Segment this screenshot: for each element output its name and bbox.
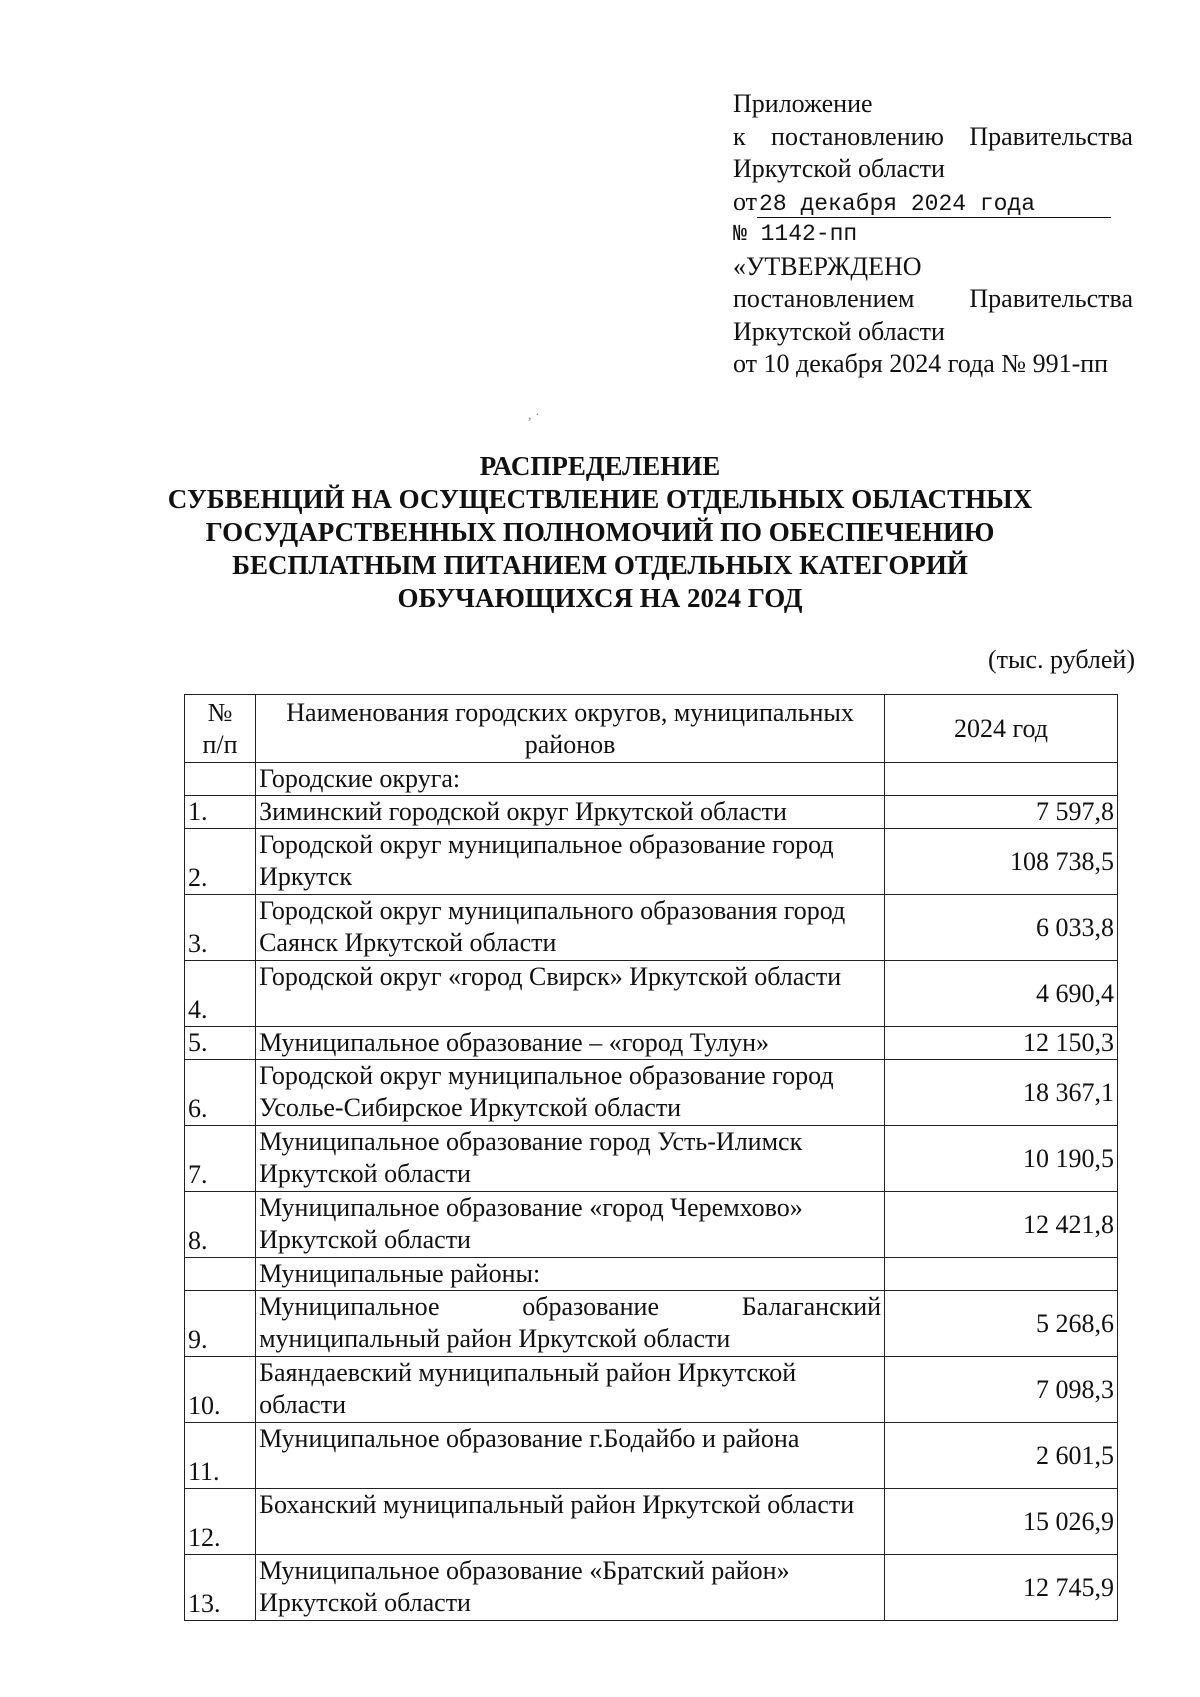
row-number: 12. [185, 1489, 256, 1555]
title-line: ОБУЧАЮЩИХСЯ НА 2024 ГОД [397, 583, 803, 613]
table-row [185, 1291, 1118, 1357]
attachment-header [733, 88, 1133, 381]
section-row [185, 763, 1118, 796]
row-name: Муниципальное образование «город Черемхово» Иркутской области [256, 1192, 885, 1258]
table-cell [885, 763, 1118, 796]
row-name-word: Балаганский [741, 1292, 882, 1321]
row-number: 11. [185, 1423, 256, 1489]
row-name-line [259, 1291, 881, 1323]
approved-by-word: Правительства [969, 284, 1133, 313]
table-row [185, 1555, 1118, 1621]
row-name: Муниципальное образование город Усть-Илимск Иркутской области [256, 1126, 885, 1192]
table-cell [185, 763, 256, 796]
title-line: СУБВЕНЦИЙ НА ОСУЩЕСТВЛЕНИЕ ОТДЕЛЬНЫХ ОБЛАСТНЫХ [167, 484, 1033, 514]
table-cell [185, 1258, 256, 1291]
date-prefix: от [733, 186, 758, 216]
table-row [185, 895, 1118, 961]
table-row [185, 1060, 1118, 1126]
resolution-date-value: 28 декабря 2024 года [757, 191, 1111, 218]
row-name: Муниципальное образование – «город Тулун» [256, 1027, 885, 1060]
resolution-date-line [733, 186, 1133, 219]
table-row [185, 829, 1118, 895]
title-line: РАСПРЕДЕЛЕНИЕ [479, 451, 721, 481]
to-resolution-line [733, 121, 1133, 154]
table-header-row [185, 695, 1118, 763]
table-cell [885, 1258, 1118, 1291]
approved-label: «УТВЕРЖДЕНО [733, 251, 922, 281]
row-number: 4. [185, 961, 256, 1027]
row-value: 7 597,8 [885, 796, 1118, 829]
row-value: 4 690,4 [885, 961, 1118, 1027]
table-row [185, 1423, 1118, 1489]
row-name: Городской округ муниципального образования город Саянск Иркутской области [256, 895, 885, 961]
table-row [185, 1027, 1118, 1060]
title-line: БЕСПЛАТНЫМ ПИТАНИЕМ ОТДЕЛЬНЫХ КАТЕГОРИЙ [232, 550, 968, 580]
approved-by-line [733, 283, 1133, 316]
units-label: (тыс. рублей) [987, 645, 1135, 674]
row-number: 3. [185, 895, 256, 961]
document-title [150, 450, 1050, 615]
row-name: Городской округ «город Свирск» Иркутской области [256, 961, 885, 1027]
row-name: Муниципальное образование г.Бодайбо и района [256, 1423, 885, 1489]
row-number: 7. [185, 1126, 256, 1192]
header-text: п/п [202, 729, 238, 759]
row-value: 18 367,1 [885, 1060, 1118, 1126]
section-label-urban: Городские округа: [256, 763, 885, 796]
row-name-word: образование [522, 1292, 659, 1321]
table-row [185, 1489, 1118, 1555]
approved-date-line: от 10 декабря 2024 года № 991-пп [733, 349, 1109, 378]
row-value: 12 421,8 [885, 1192, 1118, 1258]
to-resolution-word: Правительства [969, 121, 1133, 151]
column-header-year: 2024 год [885, 695, 1118, 763]
row-value: 108 738,5 [885, 829, 1118, 895]
row-value: 12 745,9 [885, 1555, 1118, 1621]
table-row [185, 796, 1118, 829]
resolution-number: № 1142-пп [733, 221, 858, 247]
header-text: № [207, 697, 233, 727]
row-number: 8. [185, 1192, 256, 1258]
region-line: Иркутской области [733, 154, 945, 183]
row-number: 10. [185, 1357, 256, 1423]
row-number: 5. [185, 1027, 256, 1060]
row-value: 10 190,5 [885, 1126, 1118, 1192]
table-row [185, 961, 1118, 1027]
row-value: 12 150,3 [885, 1027, 1118, 1060]
row-number: 2. [185, 829, 256, 895]
table-row [185, 1192, 1118, 1258]
to-resolution-word: к [733, 121, 746, 151]
approved-by-word: постановлением [733, 284, 915, 313]
row-value: 6 033,8 [885, 895, 1118, 961]
row-name [256, 1291, 885, 1357]
row-name: Муниципальное образование «Братский район» Иркутской области [256, 1555, 885, 1621]
row-value: 5 268,6 [885, 1291, 1118, 1357]
section-label-municipal: Муниципальные районы: [256, 1258, 885, 1291]
to-resolution-word: постановлению [771, 121, 944, 151]
row-name-line: муниципальный район Иркутской области [259, 1324, 731, 1353]
distribution-table [184, 694, 1118, 1621]
row-name: Городской округ муниципальное образование город Иркутск [256, 829, 885, 895]
table-row [185, 1357, 1118, 1423]
attachment-label: Приложение [733, 89, 873, 118]
row-value: 7 098,3 [885, 1357, 1118, 1423]
row-name: Зиминский городской округ Иркутской области [256, 796, 885, 829]
row-name: Городской округ муниципальное образование город Усолье-Сибирское Иркутской области [256, 1060, 885, 1126]
approved-region-line: Иркутской области [733, 316, 945, 346]
row-name: Баяндаевский муниципальный район Иркутской области [256, 1357, 885, 1423]
row-number: 13. [185, 1555, 256, 1621]
column-header-number [185, 695, 256, 763]
row-value: 15 026,9 [885, 1489, 1118, 1555]
scan-mark: , · [528, 408, 540, 423]
column-header-name: Наименования городских округов, муниципальных районов [256, 695, 885, 763]
row-number: 6. [185, 1060, 256, 1126]
row-number: 9. [185, 1291, 256, 1357]
row-value: 2 601,5 [885, 1423, 1118, 1489]
title-line: ГОСУДАРСТВЕННЫХ ПОЛНОМОЧИЙ ПО ОБЕСПЕЧЕНИЮ [205, 517, 995, 547]
row-name-word: Муниципальное [259, 1292, 440, 1321]
row-name: Боханский муниципальный район Иркутской области [256, 1489, 885, 1555]
section-row [185, 1258, 1118, 1291]
table-row [185, 1126, 1118, 1192]
row-number: 1. [185, 796, 256, 829]
